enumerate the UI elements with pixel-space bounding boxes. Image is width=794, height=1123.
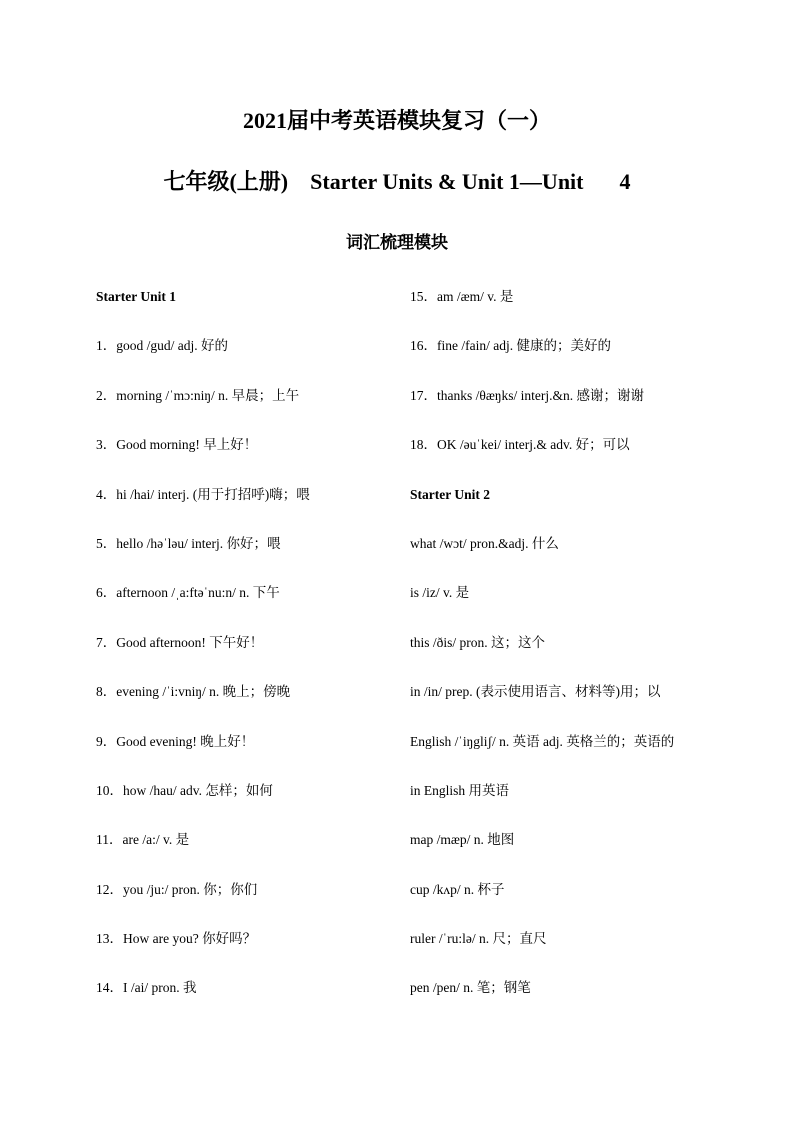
subtitle-units: Starter Units & Unit 1—Unit <box>310 169 584 194</box>
vocab-entry: 10．how /hau/ adv. 怎样；如何 <box>96 782 273 798</box>
subtitle-grade: 七年级(上册) <box>163 169 289 194</box>
vocab-entry: ruler /ˈru:lə/ n. 尺；直尺 <box>410 931 547 947</box>
vocab-entry: what /wɔt/ pron.&adj. 什么 <box>410 535 559 551</box>
vocab-entry: 14．I /ai/ pron. 我 <box>96 980 197 996</box>
vocab-column-right <box>410 285 770 1026</box>
vocab-entry: in /in/ prep. (表示使用语言、材料等)用；以 <box>410 684 661 700</box>
vocab-entry: 12．you /ju:/ pron. 你；你们 <box>96 881 258 897</box>
unit-heading: Starter Unit 1 <box>96 289 176 304</box>
vocab-entry: 18．OK /əuˈkei/ interj.& adv. 好；可以 <box>410 437 630 453</box>
vocab-entry: 8．evening /ˈi:vniŋ/ n. 晚上；傍晚 <box>96 684 291 700</box>
page-title: 2021届中考英语模块复习（一） <box>242 108 551 133</box>
vocab-entry: 9．Good evening! 晚上好！ <box>96 733 255 749</box>
vocab-entry: 4．hi /hai/ interj. (用于打招呼)嗨；喂 <box>96 486 310 502</box>
vocab-entry: 13．How are you? 你好吗？ <box>96 931 257 947</box>
vocab-entry: 16．fine /fain/ adj. 健康的；美好的 <box>410 338 611 354</box>
vocab-entry: 17．thanks /θæŋks/ interj.&n. 感谢；谢谢 <box>410 387 645 403</box>
subtitle-unit-number: 4 <box>619 169 631 194</box>
vocab-entry: in English 用英语 <box>410 782 510 798</box>
section-title: 词汇梳理模块 <box>346 233 448 252</box>
vocab-entry: 2．morning /ˈmɔ:niŋ/ n. 早晨；上午 <box>96 387 300 403</box>
vocab-entry: English /ˈiŋgliʃ/ n. 英语 adj. 英格兰的；英语的 <box>410 733 675 749</box>
vocab-entry: 15．am /æm/ v. 是 <box>410 289 514 304</box>
vocab-entry: is /iz/ v. 是 <box>410 585 470 601</box>
vocab-entry: map /mæp/ n. 地图 <box>410 832 515 848</box>
vocab-entry: this /ðis/ pron. 这；这个 <box>410 634 546 650</box>
vocab-entry: 1．good /gud/ adj. 好的 <box>96 338 228 354</box>
vocab-entry: cup /kʌp/ n. 杯子 <box>410 881 505 897</box>
vocab-entry: 7．Good afternoon! 下午好！ <box>96 634 264 650</box>
vocab-column-left <box>96 285 456 1026</box>
vocab-entry: 3．Good morning! 早上好！ <box>96 437 258 453</box>
unit-heading: Starter Unit 2 <box>410 486 490 502</box>
vocab-entry: 11．are /a:/ v. 是 <box>96 832 190 848</box>
vocab-entry: pen /pen/ n. 笔；钢笔 <box>410 980 531 996</box>
page-subtitle <box>0 167 794 197</box>
vocab-entry: 6．afternoon /ˌa:ftəˈnu:n/ n. 下午 <box>96 585 280 601</box>
vocab-entry: 5．hello /həˈləu/ interj. 你好；喂 <box>96 535 281 551</box>
